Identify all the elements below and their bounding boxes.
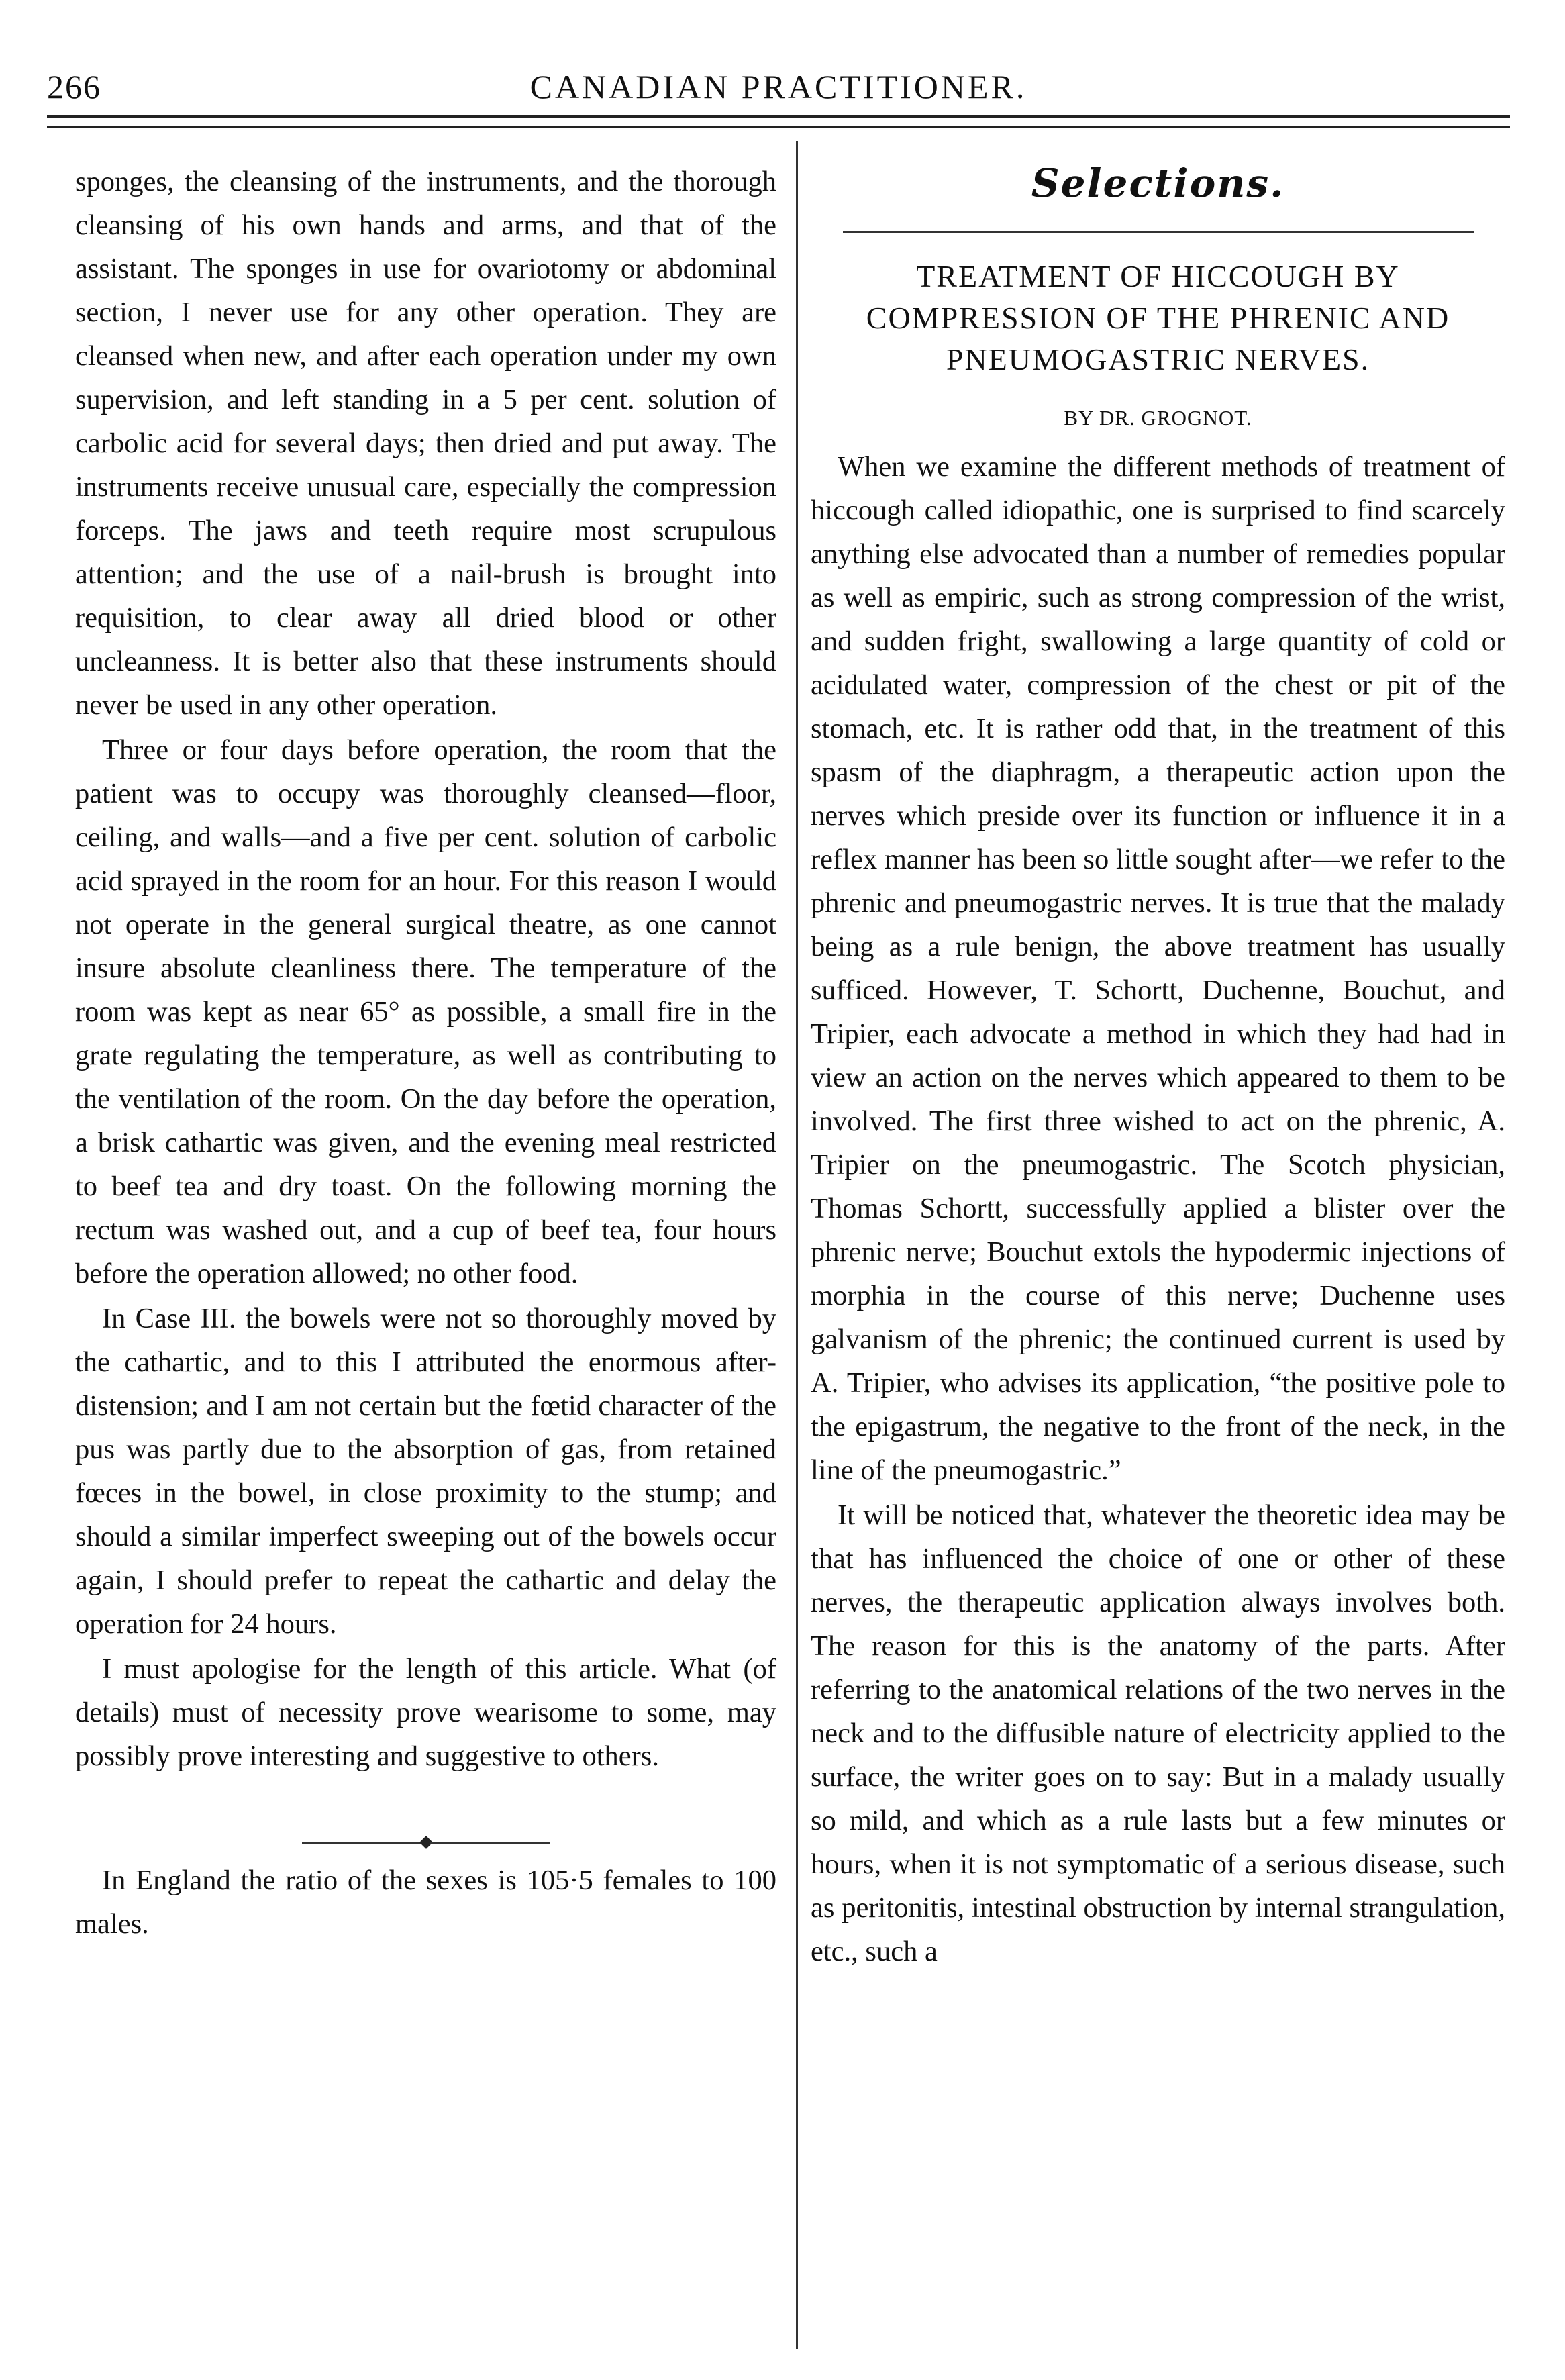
header-rule-thick: [47, 115, 1510, 118]
left-note: In England the ratio of the sexes is 105·5 females to 100 males.: [75, 1865, 776, 1940]
left-paragraph-4: I must apologise for the length of this article. What (of details) must of necessity prove wearisome to some, may possibly prove interesting and suggestive to others.: [75, 1653, 776, 1772]
section-heading: Selections.: [1031, 160, 1285, 206]
left-column: [75, 160, 776, 1946]
right-paragraph-2: It will be noticed that, whatever the theoretic idea may be that has influenced the choice of one or other of these nerves, the therapeutic application always involves both. The reason for this is the anatomy of the parts. After referring to the anatomical relations of the two nerves in the neck and to the diffusible nature of electricity applied to the surface, the writer goes on to say: But in a malady usually so mild, and which as a rule lasts but a few minutes or hours, when it is not symptomatic of a serious disease, such as peritonitis, intestinal obstruction by internal strangulation, etc., such a: [811, 1499, 1505, 1967]
right-paragraph-1: When we examine the different methods of treatment of hiccough called idiopathic, one is surprised to find scarcely anything else advocated than a number of remedies popular as well as empiric, such as strong compression of the wrist, and sudden fright, swallowing a large quantity of cold or acidulated water, compression of the chest or pit of the stomach, etc. It is rather odd that, in the treatment of this spasm of the diaphragm, a therapeutic action upon the nerves which preside over its function or influence it in a reflex manner has been so little sought after—we refer to the phrenic and pneumogastric nerves. It is true that the malady being as a rule benign, the above treatment has usually sufficed. However, T. Schortt, Duchenne, Bouchut, and Tripier, each advocate a method in which they had had in view an action on the nerves which appeared to them to be involved. The first three wished to act on the phrenic, A. Tripier on the pneumogastric. The Scotch physician, Thomas Schortt, successfully applied a blister over the phrenic nerve; Bouchut extols the hypodermic injections of morphia in the course of this nerve; Duchenne uses galvanism of the phrenic; the continued current is used by A. Tripier, who advises its application, “the positive pole to the epigastrum, the negative to the front of the neck, in the line of the pneumogastric.”: [811, 451, 1505, 1486]
right-column: [811, 160, 1505, 1973]
running-head: CANADIAN PRACTITIONER.: [529, 68, 1027, 105]
byline: BY DR. GROGNOT.: [1064, 406, 1252, 430]
section-rule: [843, 231, 1474, 233]
ornamental-divider: [75, 1818, 776, 1832]
left-paragraph-1: sponges, the cleansing of the instruments, and the thorough cleansing of his own hands and arms, and that of the assistant. The sponges in use for ovariotomy or abdominal section, I never use for any other operation. They are cleansed when new, and after each operation under my own supervision, and left standing in a 5 per cent. solution of carbolic acid for several days; then dried and put away. The instruments receive unusual care, especially the compression forceps. The jaws and teeth require most scrupulous attention; and the use of a nail-brush is brought into requisition, to clear away all dried blood or other uncleanness. It is better also that these instruments should never be used in any other operation.: [75, 166, 776, 721]
page-number: 266: [47, 68, 101, 105]
left-paragraph-3: In Case III. the bowels were not so thoroughly moved by the cathartic, and to this I attributed the enormous after-distension; and I am not certain but the fœtid character of the pus was partly due to the absorption of gas, from retained fœces in the bowel, in close proximity to the stump; and should a similar imperfect sweeping out of the bowels occur again, I should prefer to repeat the cathartic and delay the operation for 24 hours.: [75, 1303, 776, 1640]
column-divider: [796, 141, 798, 2349]
header-rule-thin: [47, 126, 1510, 128]
left-paragraph-2: Three or four days before operation, the room that the patient was to occupy was thoroughly cleansed—floor, ceiling, and walls—and a five per cent. solution of carbolic acid sprayed in the room for an hour. For this reason I would not operate in the general surgical theatre, as one cannot insure absolute cleanliness there. The temperature of the room was kept as near 65° as possible, a small fire in the grate regulating the temperature, as well as contributing to the ventilation of the room. On the day before the operation, a brisk cathartic was given, and the evening meal restricted to beef tea and dry toast. On the following morning the rectum was washed out, and a cup of beef tea, four hours before the operation allowed; no other food.: [75, 734, 776, 1289]
page-header: [47, 59, 1510, 113]
article-title: TREATMENT OF HICCOUGH BY COMPRESSION OF THE PHRENIC AND PNEUMOGASTRIC NERVES.: [866, 259, 1450, 377]
